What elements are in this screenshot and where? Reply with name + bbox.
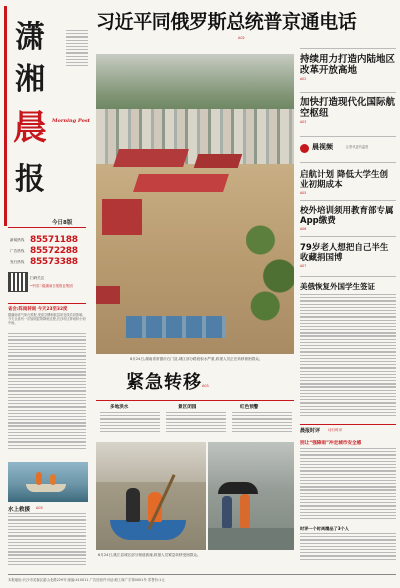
- issue-hotline-number: 85573388: [30, 257, 78, 267]
- feature-col-3: [232, 412, 292, 436]
- blue-roofs: [126, 316, 226, 338]
- school-building-3: [102, 199, 142, 235]
- street-water: [208, 528, 294, 550]
- side-top-line: [300, 48, 396, 49]
- rescue-photo-small: [8, 462, 88, 502]
- building-wall: [96, 442, 206, 482]
- side-item-4[interactable]: [300, 206, 396, 231]
- school-building-1: [113, 149, 189, 167]
- side-item-6-title: 美俄恢复外国学生签证: [300, 282, 375, 291]
- boat-shape: [26, 484, 66, 492]
- rescuer-shape: [36, 472, 42, 485]
- group-notice: •中国二级湖南日报报业集团: [30, 284, 73, 288]
- column-logo[interactable]: [300, 427, 396, 437]
- side-divider-3: [300, 162, 396, 163]
- side-item-6[interactable]: [300, 282, 396, 291]
- video-logo[interactable]: [300, 141, 396, 159]
- hotline-number: 85571188: [30, 235, 78, 245]
- boat-hull: [110, 520, 186, 540]
- side-item-2-title: 加快打造现代化国际航空枢纽: [300, 97, 396, 119]
- masthead-char-1: 潇: [15, 20, 45, 55]
- side-divider-4: [300, 200, 396, 201]
- side-item-6-text: [300, 294, 396, 422]
- bottom-left-text: [8, 513, 86, 571]
- qr-code[interactable]: [8, 272, 28, 292]
- weather-text: [8, 313, 86, 463]
- footer-text: 本报地址:长沙市芙蓉区韶山北路229号 邮编:410011 广告经营许可证:湘工商广字第0001号 零售价:1元: [8, 578, 165, 582]
- feature-divider: [96, 400, 294, 401]
- masthead-red-bar: [4, 6, 7, 226]
- weather-summary: 据湖南省气象台预报,受高空槽和低层切变线共同影响,今天全省有一次较明显的降雨过程,长沙市区阵雨转小到中雨。: [8, 313, 86, 326]
- weather-title: 省会:阵雨转雨 今天23至32度: [8, 307, 68, 312]
- side-item-2[interactable]: [300, 97, 396, 124]
- feature-sub-2: 景区闭园: [178, 405, 197, 410]
- rescuer-person-1: [126, 488, 140, 522]
- side-item-4-title: 校外培训须用教育部专属App缴费: [300, 206, 394, 226]
- side-item-1[interactable]: [300, 54, 396, 81]
- feature-sub-3: 红色预警: [240, 405, 259, 410]
- bottom-photo-caption: 6月24日,桃江县城区部分街道被淹,救援人员紧急转移受困群众。: [98, 553, 201, 557]
- red-roof: [96, 286, 120, 304]
- bottom-left-page: A03: [36, 506, 43, 510]
- masthead-char-4: 报: [15, 162, 45, 197]
- trees: [246, 204, 294, 324]
- feature-col-2: [166, 412, 226, 436]
- masthead-char-2: 湘: [15, 62, 45, 97]
- side-divider-1: [300, 92, 396, 93]
- masthead-meta: [66, 30, 90, 120]
- masthead: [0, 0, 92, 300]
- video-logo-icon: [300, 144, 309, 153]
- side-item-5[interactable]: [300, 243, 396, 268]
- side-divider-2: [300, 136, 396, 137]
- main-flood-photo: [96, 54, 294, 354]
- rescuer-shape-2: [50, 474, 56, 485]
- column-text: [300, 448, 396, 524]
- rescue-photo-boat: [96, 442, 206, 550]
- feature-col-1: [100, 412, 160, 436]
- side-item-3[interactable]: [300, 170, 396, 195]
- weather-divider: [8, 303, 86, 304]
- side-item-4-page: A06: [300, 227, 307, 231]
- video-logo-text: 晨视频: [312, 143, 333, 151]
- rescue-photo-street: [208, 442, 294, 550]
- qr-caption: 扫码关注: [30, 276, 45, 280]
- side-item-1-page: A02: [300, 77, 307, 81]
- school-building-4: [194, 154, 243, 168]
- bottom-left-title: 水上救援: [8, 507, 31, 513]
- column-logo-sub: 诗行时评: [328, 428, 343, 432]
- today-pages: 今日8版: [52, 220, 73, 226]
- side-divider-6: [300, 276, 396, 277]
- ad-hotline-number: 85572288: [30, 246, 78, 256]
- column-title[interactable]: 别让“强降雨”冲走城市安全感: [300, 441, 362, 446]
- lead-headline[interactable]: 习近平同俄罗斯总统普京通电话: [96, 11, 357, 33]
- side-item-3-page: A05: [300, 191, 307, 195]
- masthead-english: Morning Post: [52, 118, 90, 124]
- main-photo-caption: 6月24日,湖南省常德市石门县,城区部分路段积水严重,救援人员正在转移被困群众。: [130, 357, 263, 361]
- feature-page: A03: [202, 384, 209, 388]
- column-divider: [300, 424, 396, 425]
- side-item-5-title: 79岁老人想把自己半生收藏捐国博: [300, 243, 389, 263]
- masthead-char-3: 晨: [13, 108, 47, 148]
- side-item-5-page: A07: [300, 264, 307, 268]
- feature-title[interactable]: 紧急转移: [126, 372, 202, 393]
- ad-hotline-label: 广告热线: [10, 249, 25, 253]
- hotline-label: 新闻热线: [10, 238, 25, 242]
- footer-line: [8, 574, 396, 575]
- school-building-2: [133, 174, 229, 192]
- umbrella: [218, 482, 258, 494]
- column-logo-text: 晨报时评: [300, 428, 321, 434]
- column-title-2[interactable]: 时评一个时尚精品了3个人: [300, 526, 349, 531]
- street-person-2: [240, 494, 250, 530]
- lead-headline-page: A02: [238, 36, 245, 40]
- masthead-divider: [8, 227, 86, 228]
- issue-hotline-label: 发行热线: [10, 260, 25, 264]
- side-item-3-title: 启航计划 降低大学生创业初期成本: [300, 170, 388, 190]
- side-item-2-page: A03: [300, 120, 307, 124]
- side-item-1-title: 持续用力打造内陆地区改革开放高地: [300, 54, 396, 76]
- street-person-1: [222, 496, 232, 530]
- feature-sub-1: 多地洪水: [110, 405, 129, 410]
- column-text-2: [300, 533, 396, 563]
- side-divider-5: [300, 236, 396, 237]
- video-logo-sub: 让资讯更有温度: [346, 145, 369, 149]
